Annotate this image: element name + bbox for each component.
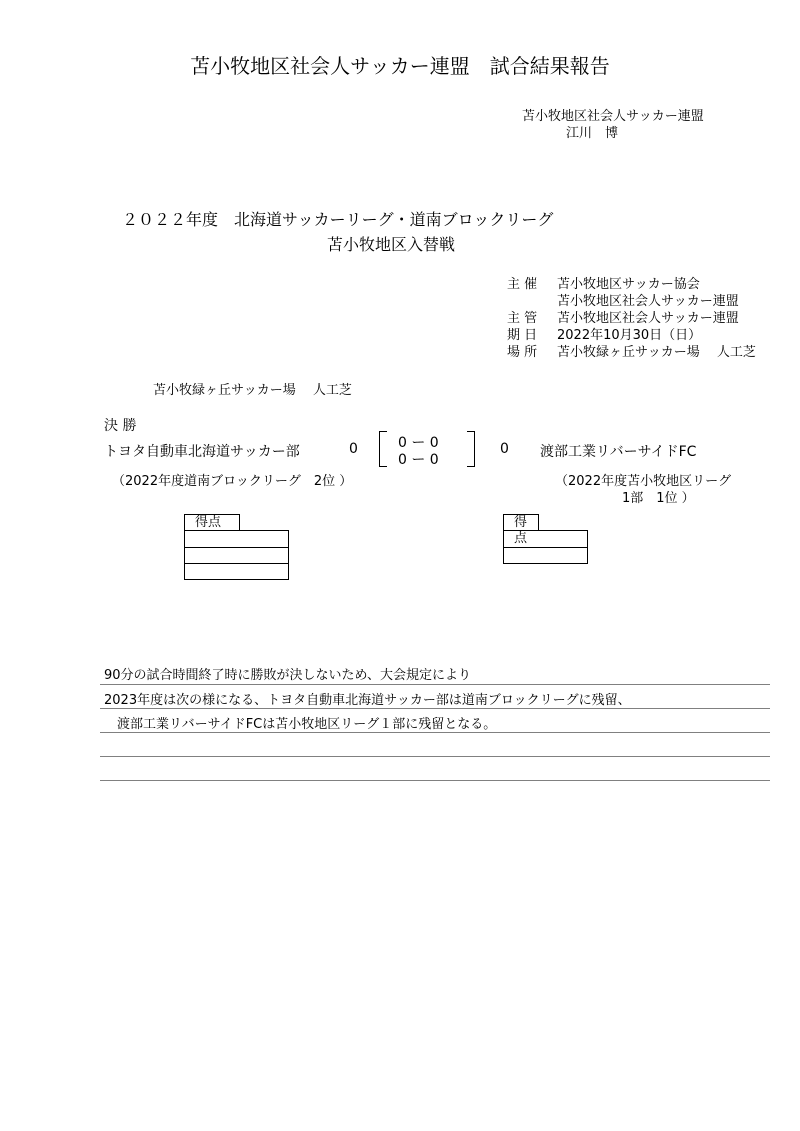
home-scorer-row — [185, 531, 288, 547]
event-title: ２０２２年度 北海道サッカーリーグ・道南ブロックリーグ — [122, 210, 554, 229]
away-team: 渡部工業リバーサイドFC — [540, 444, 697, 460]
away-scorer-row — [504, 547, 587, 563]
manager: 苫小牧地区社会人サッカー連盟 — [557, 311, 739, 326]
home-score: 0 — [349, 441, 358, 457]
note-line-3: 渡部工業リバーサイドFCは苫小牧地区リーグ１部に残留となる。 — [104, 717, 497, 732]
note-rule — [100, 732, 770, 733]
event-subtitle: 苫小牧地区入替戦 — [327, 235, 456, 254]
reporter-name: 江川 博 — [566, 126, 619, 141]
organizer-2: 苫小牧地区社会人サッカー連盟 — [557, 294, 739, 309]
note-line-1: 90分の試合時間終了時に勝敗が決しないため、大会規定により — [104, 668, 472, 683]
page-title: 苫小牧地区社会人サッカー連盟 試合結果報告 — [190, 54, 610, 78]
note-rule — [100, 708, 770, 709]
home-scorers-table — [184, 530, 289, 580]
away-scorers-label: 得点 — [503, 514, 539, 531]
home-scorer-row — [185, 547, 288, 563]
home-scorer-row — [185, 563, 288, 579]
away-scorers-table — [503, 530, 588, 564]
note-line-2: 2023年度は次の様になる、トヨタ自動車北海道サッカー部は道南ブロックリーグに残留、 — [104, 693, 631, 708]
home-scorers-label: 得点 — [184, 514, 240, 531]
note-rule — [100, 756, 770, 757]
reporter-org: 苫小牧地区社会人サッカー連盟 — [522, 109, 704, 124]
date-label: 期 日 — [507, 328, 538, 343]
organizer-1: 苫小牧地区サッカー協会 — [557, 277, 700, 292]
venue-label: 場 所 — [507, 345, 538, 360]
venue-note: 苫小牧緑ヶ丘サッカー場 人工芝 — [153, 383, 352, 398]
note-rule — [100, 684, 770, 685]
first-half-score: 0 ー 0 — [398, 435, 439, 451]
venue: 苫小牧緑ヶ丘サッカー場 人工芝 — [557, 345, 756, 360]
home-team: トヨタ自動車北海道サッカー部 — [104, 444, 300, 460]
manager-label: 主 管 — [507, 311, 538, 326]
away-score: 0 — [500, 441, 509, 457]
second-half-score: 0 ー 0 — [398, 452, 439, 468]
home-team-note: （2022年度道南ブロックリーグ 2位 ） — [112, 474, 353, 489]
score-bracket-right — [467, 431, 475, 467]
away-team-note-line2: 1部 1位 ） — [622, 491, 695, 506]
away-scorer-row — [504, 531, 587, 547]
score-bracket-left — [379, 431, 387, 467]
round-label: 決 勝 — [104, 418, 137, 434]
organizer-label: 主 催 — [507, 277, 538, 292]
match-date: 2022年10月30日（日） — [557, 328, 702, 343]
away-team-note-line1: （2022年度苫小牧地区リーグ — [555, 474, 732, 489]
note-rule — [100, 780, 770, 781]
